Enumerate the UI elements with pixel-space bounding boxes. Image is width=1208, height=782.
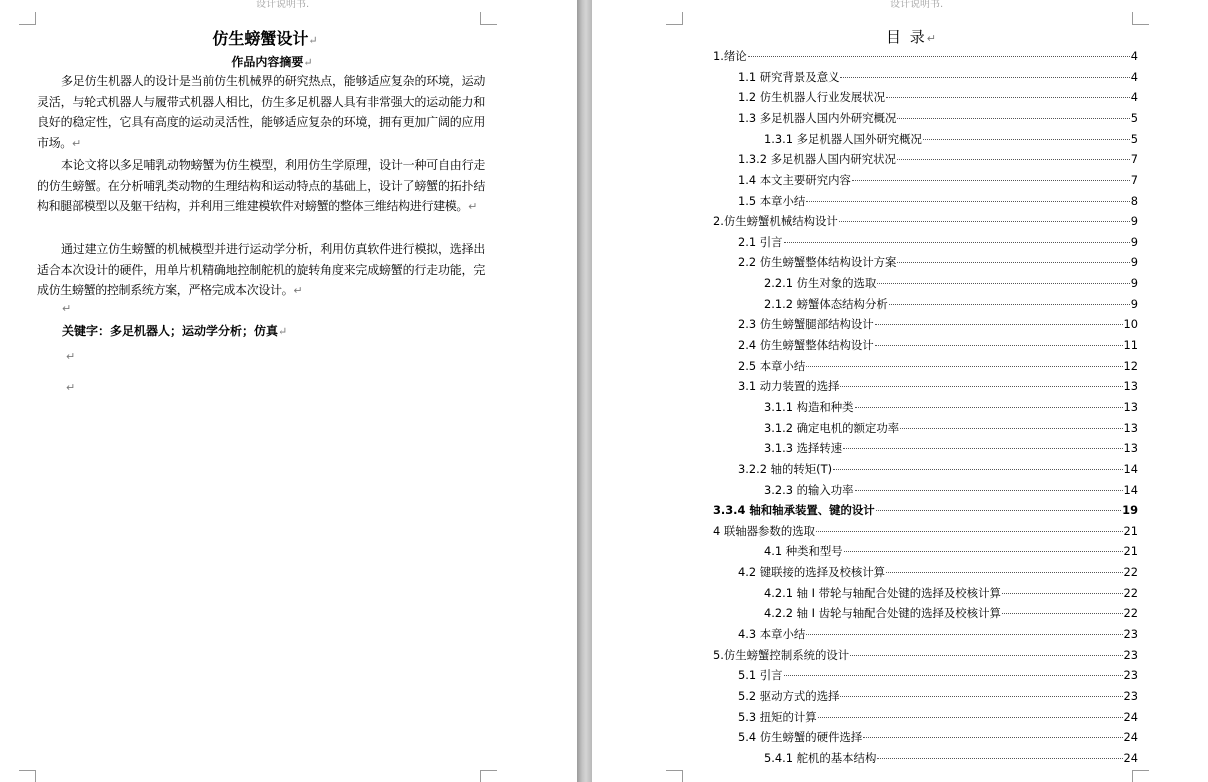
toc-entry[interactable]: 2.2 仿生螃蟹整体结构设计方案 9 [738,255,1138,270]
toc-entry[interactable]: 1.3.2 多足机器人国内研究状况 7 [738,152,1138,167]
abstract-paragraph: 通过建立仿生螃蟹的机械模型并进行运动学分析，利用仿真软件进行模拟，选择出适合本次设计的硬件，用单片机精确地控制舵机的旋转角度来完成螃蟹的行走功能，完成仿生螃蟹的控制系统方案，严格完成本次设计。↵ [37,242,485,298]
keywords: 关键字：多足机器人；运动学分析；仿真↵ [62,324,288,338]
toc-entry[interactable]: 2.5 本章小结 12 [738,358,1138,373]
toc-entry[interactable]: 5.4.1 舵机的基本结构 24 [764,750,1138,765]
right-page [592,0,1208,782]
toc-entry[interactable]: 4.2 键联接的选择及校核计算 22 [738,565,1138,580]
corner-mark [1132,12,1149,25]
paragraph-mark: ↵ [66,350,76,363]
toc-entry[interactable]: 1.3 多足机器人国内外研究概况 5 [738,110,1138,125]
toc-entry[interactable]: 1.5 本章小结 8 [738,193,1138,208]
toc-entry[interactable]: 3.2.2 轴的转矩(T) 14 [738,461,1138,476]
corner-mark [19,12,36,25]
toc-entry[interactable]: 4.2.2 轴 I 齿轮与轴配合处键的选择及校核计算 22 [764,606,1138,621]
toc-entry[interactable]: 5.2 驱动方式的选择 23 [738,689,1138,703]
toc-entry[interactable]: 3.1 动力装置的选择 13 [738,379,1138,394]
abstract-paragraph: 多足仿生机器人的设计是当前仿生机械界的研究热点，能够适应复杂的环境，运动灵活，与轮式机器人与履带式机器人相比，仿生多足机器人具有非常强大的运动能力和良好的稳定性，它具有高度的运动灵活性，能够适应复杂的环境，拥有更加广阔的应用市场。↵ [37,74,485,151]
toc-entry[interactable]: 2.2.1 仿生对象的选取 9 [764,276,1138,291]
toc-title: 目 录↵ [886,28,938,46]
page-header: 设计说明书. [890,0,944,10]
paragraph-mark: ↵ [62,302,72,315]
toc-entry[interactable]: 3.3.4 轴和轴承装置、键的设计 19 [713,503,1138,518]
toc-entry[interactable]: 3.2.3 的输入功率 14 [764,482,1138,497]
corner-mark [19,770,36,782]
toc-entry[interactable]: 4.3 本章小结 23 [738,627,1138,641]
page-header: 设计说明书. [256,0,310,10]
corner-mark [1132,770,1149,782]
toc-entry[interactable]: 2.仿生螃蟹机械结构设计 9 [713,214,1138,229]
toc-entry[interactable]: 1.3.1 多足机器人国外研究概况 5 [764,131,1138,146]
paragraph-mark: ↵ [66,381,76,394]
toc-entry[interactable]: 5.1 引言 23 [738,668,1138,683]
toc-entry[interactable]: 2.1.2 螃蟹体态结构分析 9 [764,296,1138,311]
toc-entry[interactable]: 1.2 仿生机器人行业发展状况 4 [738,90,1138,105]
toc-entry[interactable]: 4 联轴器参数的选取 21 [713,523,1138,538]
toc-entry[interactable]: 1.4 本文主要研究内容 7 [738,172,1138,187]
page-gutter [577,0,592,782]
toc-entry[interactable]: 3.1.3 选择转速 13 [764,441,1138,456]
corner-mark [480,770,497,782]
document-title: 仿生螃蟹设计↵ [212,29,318,48]
toc-entry[interactable]: 1.1 研究背景及意义 4 [738,69,1138,84]
left-page [0,0,577,782]
abstract-heading: 作品内容摘要↵ [231,55,313,69]
toc-entry[interactable]: 3.1.1 构造和种类 13 [764,399,1138,414]
toc-entry[interactable]: 5.仿生螃蟹控制系统的设计 23 [713,647,1138,662]
corner-mark [480,12,497,25]
abstract-paragraph: 本论文将以多足哺乳动物螃蟹为仿生模型，利用仿生学原理，设计一种可自由行走的仿生螃蟹。在分析哺乳类动物的生理结构和运动特点的基础上，设计了螃蟹的拓扑结构和腿部模型以及躯干结构，并利用三维建模软件对螃蟹的整体三维结构进行建模。↵ [37,158,485,214]
toc-entry[interactable]: 1.绪论 4 [713,49,1138,63]
corner-mark [666,770,683,782]
toc-entry[interactable]: 2.4 仿生螃蟹整体结构设计 11 [738,338,1138,352]
toc-entry[interactable]: 2.3 仿生螃蟹腿部结构设计 10 [738,317,1138,332]
toc-entry[interactable]: 3.1.2 确定电机的额定功率 13 [764,420,1138,435]
corner-mark [666,12,683,25]
toc-entry[interactable]: 2.1 引言 9 [738,234,1138,249]
toc-entry[interactable]: 5.3 扭矩的计算 24 [738,709,1138,724]
toc-entry[interactable]: 4.1 种类和型号 21 [764,544,1138,559]
toc-entry[interactable]: 5.4 仿生螃蟹的硬件选择 24 [738,730,1138,745]
toc-entry[interactable]: 4.2.1 轴 I 带轮与轴配合处键的选择及校核计算 22 [764,585,1138,600]
